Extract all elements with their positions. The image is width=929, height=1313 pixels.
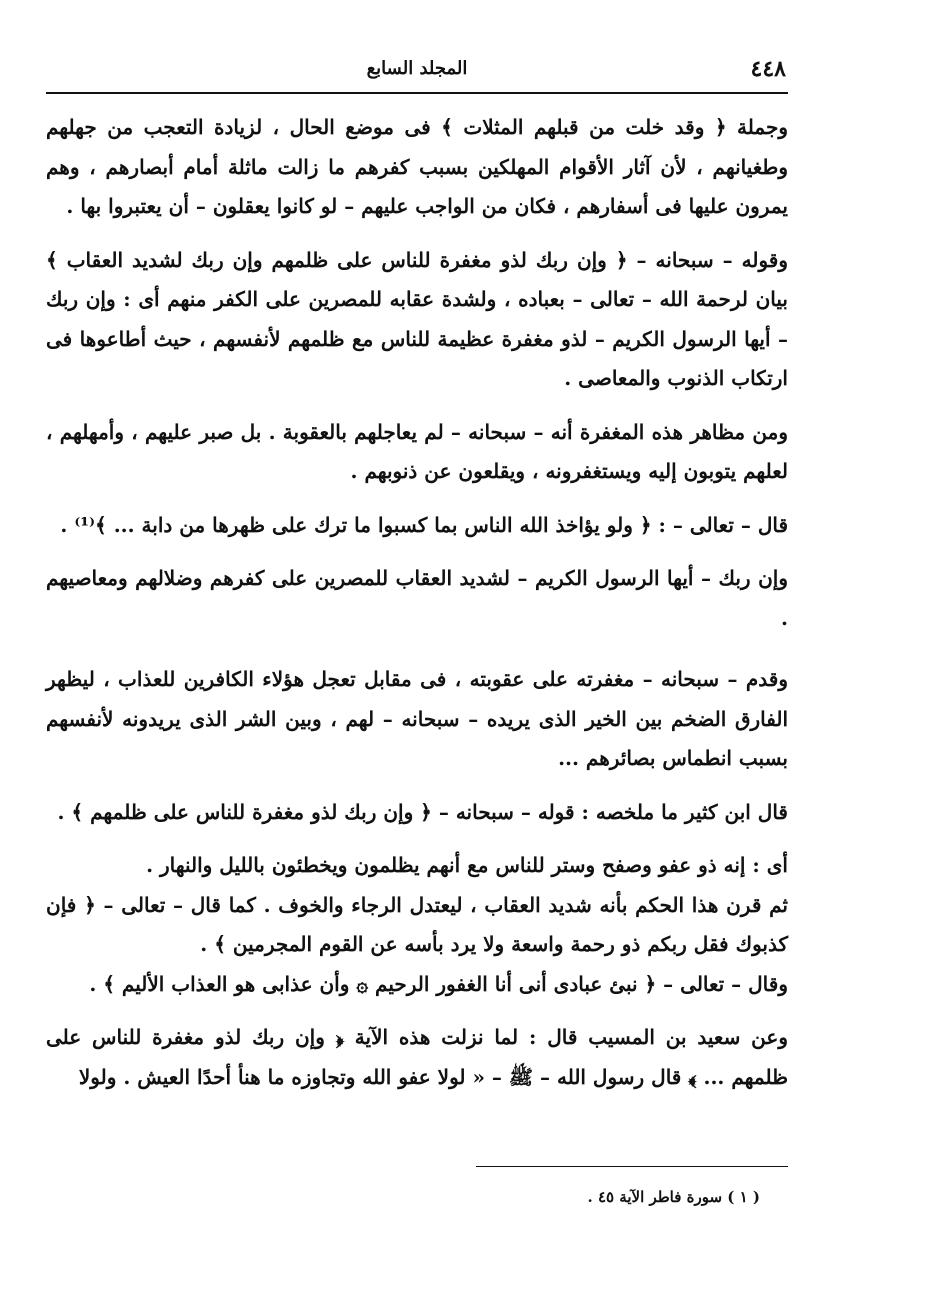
paragraph-5: وإن ربك – أيها الرسول الكريم – لشديد العقاب للمصرين على كفرهم وضلالهم ومعاصيهم . [46,566,788,630]
main-text [46,108,788,1097]
footnote: ( ١ ) سورة فاطر الآية ٤٥ . [587,1188,760,1206]
paragraph-1: وجملة ﴿ وقد خلت من قبلهم المثلات ﴾ فى موضع الحال ، لزيادة التعجب من جهلهم وطغيانهم ، لأن آثار الأقوام المهلكين بسبب كفرهم ما زالت ماثلة أمام أبصارهم ، وهم يمرون عليها فى أسفارهم ، فكان من الواجب عليهم – لو كانوا يعقلون – أن يعتبروا بها . [46,115,788,218]
header-rule [46,92,788,94]
page-number: ٤٤٨ [750,56,786,82]
paragraph-8: أى : إنه ذو عفو وصفح وستر للناس مع أنهم يظلمون ويخطئون بالليل والنهار . [146,853,788,877]
volume-title: المجلد السابع [366,58,468,79]
paragraph-7: قال ابن كثير ما ملخصه : قوله – سبحانه – ﴿ وإن ربك لذو مغفرة للناس على ظلمهم ﴾ . [57,799,788,824]
paragraph-10: وقال – تعالى – ﴿ نبئ عبادى أنى أنا الغفور الرحيم ۞ وأن عذابى هو العذاب الأليم ﴾ . [89,971,788,996]
paragraph-2: وقوله – سبحانه – ﴿ وإن ربك لذو مغفرة للناس على ظلمهم وإن ربك لشديد العقاب ﴾ بيان لرحمة الله – تعالى – بعباده ، ولشدة عقابه للمصرين على الكفر منهم أى : وإن ربك – أيها الرسول الكريم – لذو مغفرة عظيمة للناس مع ظلمهم لأنفسهم ، حيث أطاعوها فى ارتكاب الذنوب والمعاصى . [46,247,788,390]
paragraph-3: ومن مظاهر هذه المغفرة أنه – سبحانه – لم يعاجلهم بالعقوبة . بل صبر عليهم ، وأمهلهم ، لعلهم يتوبون إليه ويستغفرونه ، ويقلعون عن ذنوبهم . [46,419,788,483]
paragraph-9: ثم قرن هذا الحكم بأنه شديد العقاب ، ليعتدل الرجاء والخوف . كما قال – تعالى – ﴿ فإن كذبوك فقل ربكم ذو رحمة واسعة ولا يرد بأسه عن القوم المجرمين ﴾ . [46,892,788,956]
paragraph-4: قال – تعالى – : ﴿ ولو يؤاخذ الله الناس بما كسبوا ما ترك على ظهرها من دابة ... ﴾⁽¹⁾ . [60,512,788,537]
page-header [48,52,786,88]
footnote-rule [476,1166,788,1167]
paragraph-6: وقدم – سبحانه – مغفرته على عقوبته ، فى مقابل تعجل هؤلاء الكافرين للعذاب ، ليظهر الفارق الضخم بين الخير الذى يريده – سبحانه – لهم ، وبين الشر الذى يريدونه لأنفسهم بسبب انطماس بصائرهم ... [46,667,788,770]
paragraph-11: وعن سعيد بن المسيب قال : لما نزلت هذه الآية ﴿ وإن ربك لذو مغفرة للناس على ظلمهم ... ﴾ قال رسول الله – ﷺ – « لولا عفو الله وتجاوزه ما هنأ أحدًا العيش . ولولا [46,1025,788,1089]
